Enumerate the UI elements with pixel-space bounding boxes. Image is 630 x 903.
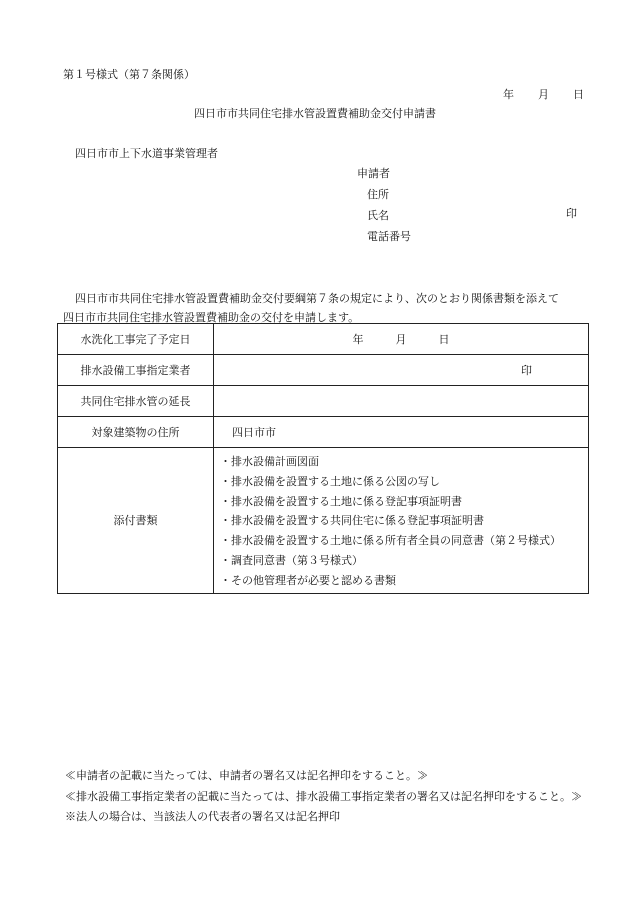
list-item: ・排水設備を設置する土地に係る所有者全員の同意書（第２号様式） <box>220 534 561 548</box>
completion-day-label: 日 <box>438 332 450 346</box>
completion-month-label: 月 <box>395 332 407 346</box>
note-corporation: ※法人の場合は、当該法人の代表者の署名又は記名押印 <box>65 810 340 823</box>
date-month-label: 月 <box>538 88 549 101</box>
application-date <box>503 89 584 100</box>
application-table <box>57 323 589 594</box>
list-item: ・排水設備を設置する土地に係る登記事項証明書 <box>220 494 462 508</box>
attachments-label: 添付書類 <box>58 448 214 594</box>
list-item: ・排水設備を設置する共同住宅に係る登記事項証明書 <box>220 514 484 528</box>
note-contractor: ≪排水設備工事指定業者の記載に当たっては、排水設備工事指定業者の署名又は記名押印をすること。≫ <box>65 789 582 803</box>
attachments-cell <box>214 448 589 594</box>
date-day-label: 日 <box>573 88 584 101</box>
notes <box>65 770 582 832</box>
addressee: 四日市市上下水道事業管理者 <box>75 147 218 160</box>
pipe-length-label: 共同住宅排水管の延長 <box>58 386 214 417</box>
building-address-field[interactable]: 四日市市 <box>214 417 589 448</box>
contractor-label: 排水設備工事指定業者 <box>58 355 214 386</box>
list-item: ・その他管理者が必要と認める書類 <box>220 573 396 587</box>
document-title: 四日市市共同住宅排水管設置費補助金交付申請書 <box>194 107 436 120</box>
completion-year-label: 年 <box>352 332 364 346</box>
list-item: ・排水設備計画図面 <box>220 455 319 468</box>
list-item: ・調査同意書（第３号様式） <box>220 553 363 567</box>
completion-date-field[interactable] <box>214 324 589 355</box>
table-row <box>58 355 589 386</box>
applicant-seal-mark: 印 <box>566 207 577 220</box>
form-number: 第１号様式（第７条関係） <box>63 68 195 81</box>
applicant-block <box>357 168 411 252</box>
date-year-label: 年 <box>503 88 514 101</box>
statement-line-2: 四日市市共同住宅排水管設置費補助金の交付を申請します。 <box>63 311 360 324</box>
pipe-length-field[interactable] <box>214 386 589 417</box>
note-applicant: ≪申請者の記載に当たっては、申請者の署名又は記名押印をすること。≫ <box>65 769 428 782</box>
table-row <box>58 417 589 448</box>
contractor-field[interactable] <box>214 355 589 386</box>
attachments-list <box>214 448 588 593</box>
building-address-label: 対象建築物の住所 <box>58 417 214 448</box>
applicant-phone-label: 電話番号 <box>367 230 411 243</box>
contractor-seal-mark: 印 <box>521 364 532 377</box>
statement-line-1: 四日市市共同住宅排水管設置費補助金交付要綱第７条の規定により、次のとおり関係書類を添えて <box>75 292 559 305</box>
applicant-name-label: 氏名 <box>367 209 389 222</box>
list-item: ・排水設備を設置する土地に係る公図の写し <box>220 474 440 488</box>
table-row <box>58 448 589 594</box>
completion-date-label: 水洗化工事完了予定日 <box>58 324 214 355</box>
application-statement <box>63 289 593 327</box>
applicant-heading: 申請者 <box>357 167 390 180</box>
table-row <box>58 386 589 417</box>
applicant-address-label: 住所 <box>367 188 389 201</box>
table-row <box>58 324 589 355</box>
